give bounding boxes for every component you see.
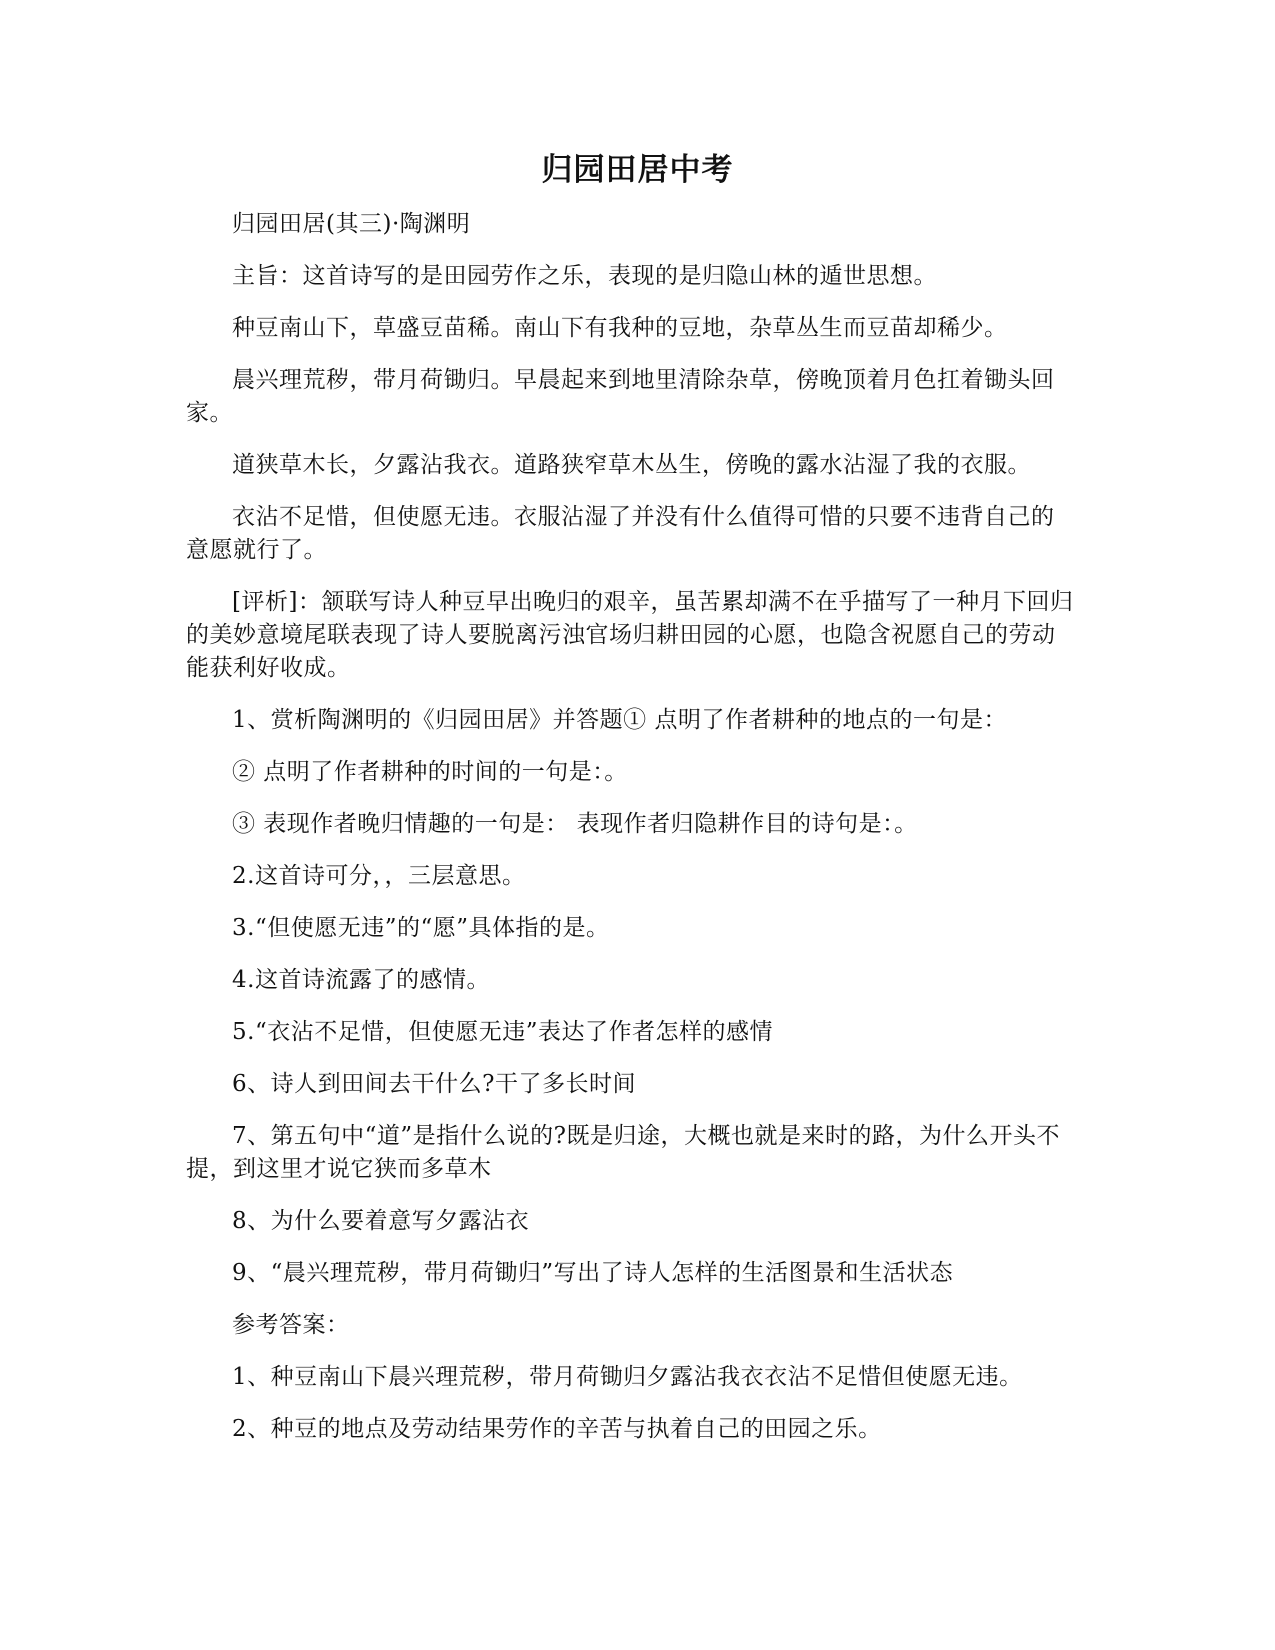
question-8: 8、为什么要着意写夕露沾衣 bbox=[232, 1208, 530, 1234]
verse-translation-2: 晨兴理荒秽，带月荷锄归。早晨起来到地里清除杂草，傍晚顶着月色扛着锄头回家。 bbox=[186, 367, 1055, 426]
question-1-part-2: ② 点明了作者耕种的时间的一句是：。 bbox=[232, 759, 628, 785]
question-1-part-3: ③ 表现作者晚归情趣的一句是： 表现作者归隐耕作目的诗句是：。 bbox=[232, 811, 918, 837]
question-4: 4.这首诗流露了的感情。 bbox=[232, 967, 490, 993]
document-body bbox=[186, 208, 1076, 1465]
poem-heading: 归园田居(其三)·陶渊明 bbox=[232, 211, 471, 237]
verse-translation-4: 衣沾不足惜，但使愿无违。衣服沾湿了并没有什么值得可惜的只要不违背自己的意愿就行了。 bbox=[186, 504, 1055, 563]
document-title: 归园田居中考 bbox=[541, 152, 734, 188]
question-6: 6、诗人到田间去干什么?干了多长时间 bbox=[232, 1071, 636, 1097]
question-3: 3.“但使愿无违”的“愿”具体指的是。 bbox=[232, 915, 610, 941]
question-2: 2.这首诗可分，，三层意思。 bbox=[232, 863, 526, 889]
question-7: 7、第五句中“道”是指什么说的?既是归途，大概也就是来时的路，为什么开头不提，到这里才说它狭而多草木 bbox=[186, 1123, 1060, 1182]
theme-paragraph: 主旨：这首诗写的是田园劳作之乐，表现的是归隐山林的遁世思想。 bbox=[232, 263, 937, 289]
verse-translation-1: 种豆南山下，草盛豆苗稀。南山下有我种的豆地，杂草丛生而豆苗却稀少。 bbox=[232, 315, 1008, 341]
answer-1: 1、种豆南山下晨兴理荒秽，带月荷锄归夕露沾我衣衣沾不足惜但使愿无违。 bbox=[232, 1364, 1023, 1390]
answer-2: 2、种豆的地点及劳动结果劳作的辛苦与执着自己的田园之乐。 bbox=[232, 1416, 882, 1442]
verse-translation-3: 道狭草木长，夕露沾我衣。道路狭窄草木丛生，傍晚的露水沾湿了我的衣服。 bbox=[232, 452, 1031, 478]
question-5: 5.“衣沾不足惜，但使愿无违”表达了作者怎样的感情 bbox=[232, 1019, 773, 1045]
analysis-paragraph: [评析]：颔联写诗人种豆早出晚归的艰辛，虽苦累却满不在乎描写了一种月下回归的美妙意境尾联表现了诗人要脱离污浊官场归耕田园的心愿，也隐含祝愿自己的劳动能获利好收成。 bbox=[186, 589, 1074, 681]
question-9: 9、“晨兴理荒秽，带月荷锄归”写出了诗人怎样的生活图景和生活状态 bbox=[232, 1260, 954, 1286]
answers-heading: 参考答案： bbox=[232, 1312, 350, 1338]
question-1: 1、赏析陶渊明的《归园田居》并答题① 点明了作者耕种的地点的一句是： bbox=[232, 707, 1007, 733]
